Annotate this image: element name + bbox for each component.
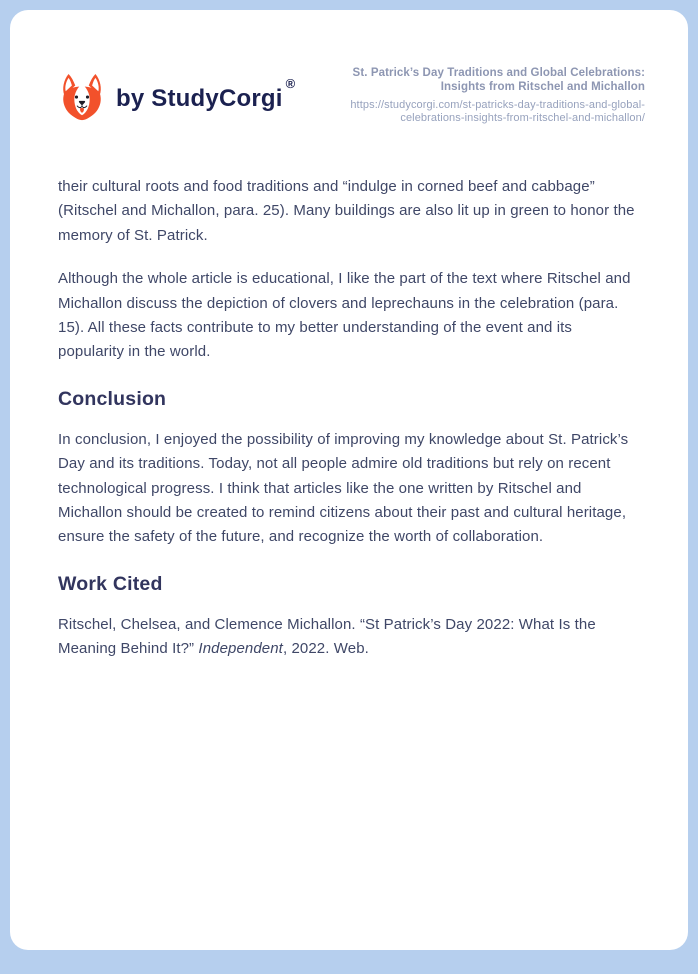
essay-content bbox=[10, 125, 688, 662]
document-url-line2[interactable]: celebrations-insights-from-ritschel-and-michallon/ bbox=[400, 112, 645, 124]
document-url-line1[interactable]: https://studycorgi.com/st-patricks-day-traditions-and-global- bbox=[350, 99, 645, 111]
citation-entry bbox=[58, 613, 642, 662]
document-title-line1: St. Patrick’s Day Traditions and Global Celebrations: bbox=[352, 67, 645, 79]
document-meta bbox=[313, 66, 645, 125]
conclusion-paragraph: In conclusion, I enjoyed the possibility of improving my knowledge about St. Patrick’s Day and its traditions. Today, not all people admire old traditions but rely on recent technological progress. I think that articles like the one written by Ritschel and Michallon should be created to remind citizens about their past and cultural heritage, ensure the safety of the future, and recognize the worth of collaboration. bbox=[58, 430, 629, 546]
essay-paragraph-1: their cultural roots and food traditions and “indulge in corned beef and cabbage” (Ritschel and Michallon, para. 25). Many buildings are also lit up in green to honor the memory of St. Patrick. bbox=[58, 178, 635, 244]
document-header bbox=[10, 10, 688, 125]
citation-text-before: Ritschel, Chelsea, and Clemence Michallon. “St Patrick’s Day 2022: What Is the Meaning Behind It?” bbox=[58, 615, 596, 658]
document-title-line2: Insights from Ritschel and Michallon bbox=[440, 81, 645, 93]
document-card bbox=[10, 10, 688, 950]
brand-name: by StudyCorgi bbox=[116, 84, 283, 112]
work-cited-heading: Work Cited bbox=[58, 572, 163, 595]
studycorgi-logo bbox=[58, 72, 295, 125]
citation-text-after: , 2022. Web. bbox=[282, 640, 369, 658]
document-source-url[interactable] bbox=[313, 99, 645, 125]
registered-trademark-mark: ® bbox=[285, 76, 296, 91]
citation-source-title: Independent bbox=[198, 640, 283, 658]
essay-paragraph-2: Although the whole article is educational, I like the part of the text where Ritschel and Michallon discuss the depiction of clovers and leprechauns in the celebration (para. 15). All these facts contribute to my better understanding of the event and its popularity in the world. bbox=[58, 270, 631, 361]
document-title bbox=[313, 66, 645, 94]
conclusion-heading: Conclusion bbox=[58, 387, 167, 410]
corgi-logo-icon bbox=[58, 72, 106, 125]
